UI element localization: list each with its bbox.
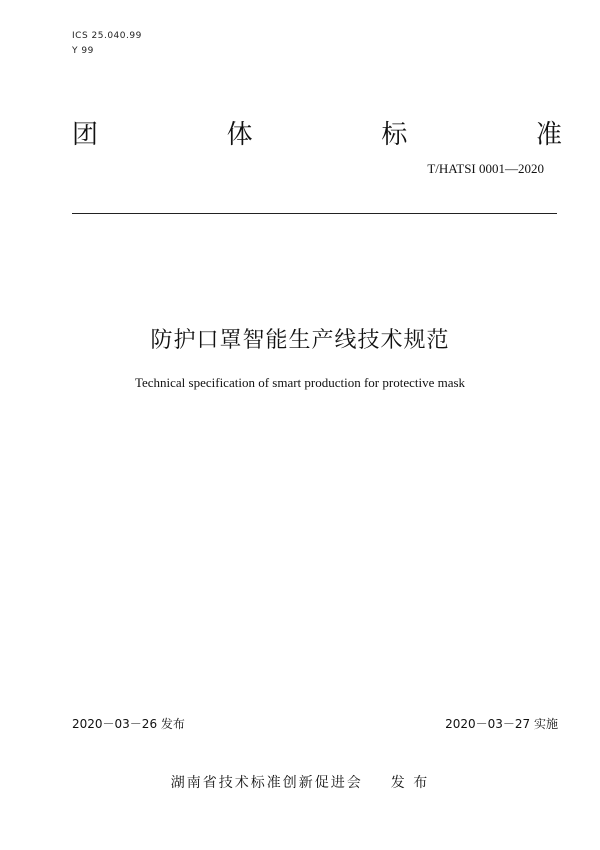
header-divider [72,213,557,214]
title-chinese: 防护口罩智能生产线技术规范 [150,328,450,353]
issuer-line [0,772,600,792]
implement-date: 2020－03－27 实施 [445,717,558,731]
standard-type-heading [72,114,562,151]
ics-code: ICS 25.040.99 [72,31,142,41]
issuer-name: 湖南省技术标准创新促进会 [170,775,363,791]
standard-number: T/HATSI 0001—2020 [427,161,544,176]
standard-type-char-1: 团 [72,120,99,150]
standard-type-char-3: 标 [381,120,408,150]
publish-date: 2020－03－26 发布 [72,717,185,731]
issue-label: 发 布 [390,775,430,791]
standard-type-char-4: 准 [535,120,562,150]
ccs-code: Y 99 [72,46,94,56]
standard-type-char-2: 体 [226,120,253,150]
title-english: Technical specification of smart production for protective mask [134,375,466,390]
classification-codes [72,29,142,59]
